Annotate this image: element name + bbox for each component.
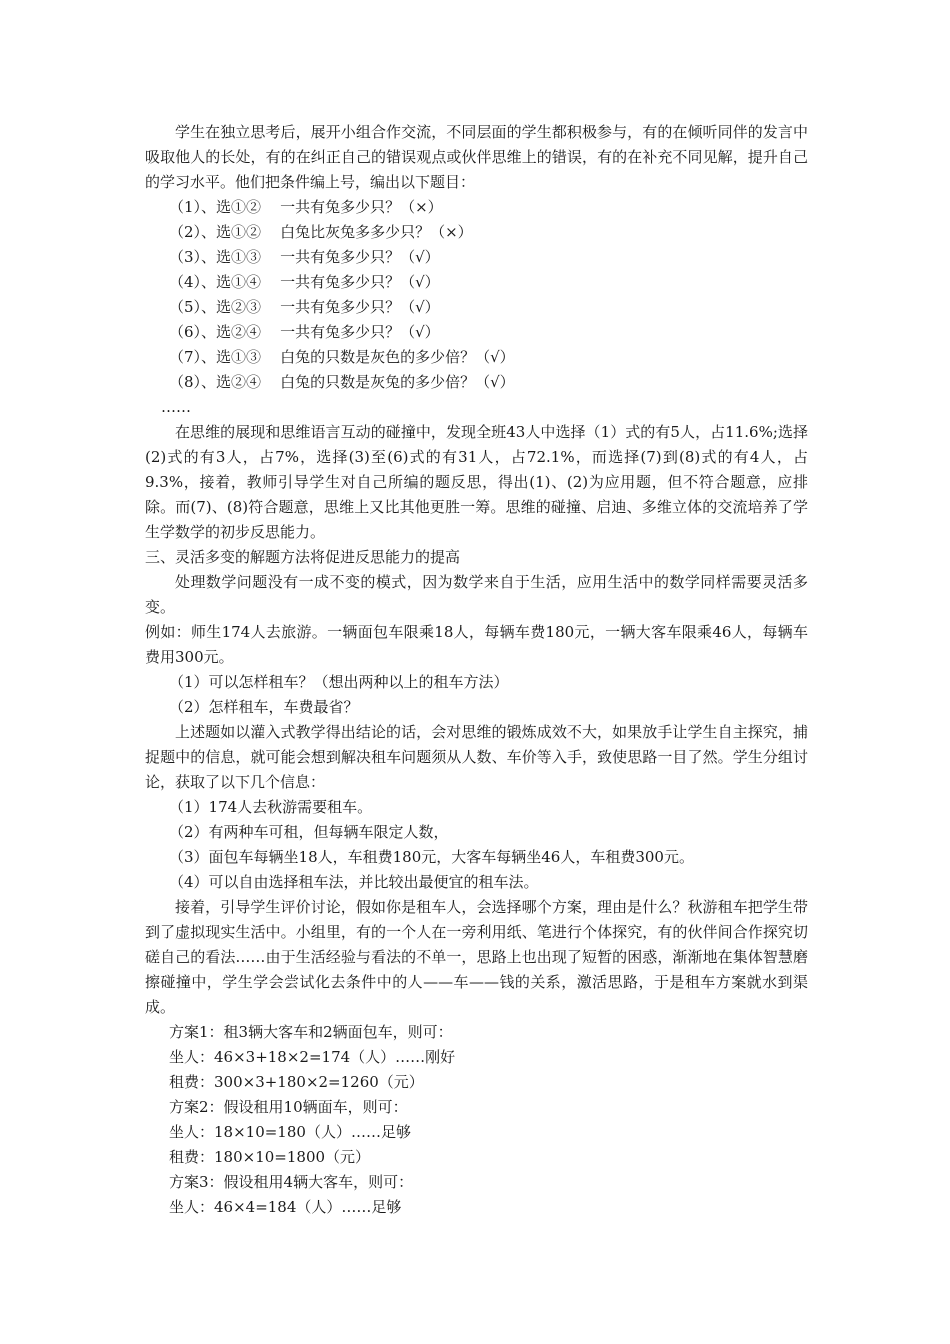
example-question: （2）怎样租车，车费最省？ — [169, 698, 359, 716]
plan-line: 租费：300×3+180×2=1260（元） — [169, 1073, 424, 1091]
analysis-paragraph: 在思维的展现和思维语言互动的碰撞中，发现全班43人中选择（1）式的有5人，占11.6%;选择(2)式的有3人，占7%，选择(3)至(6)式的有31人，占72.1%，而选择(7)到(8)式的有4人，占9.3%，接着，教师引导学生对自己所编的题反思，得出(1)、(2)为应用题，但不符合题意，应排除。而(7)、(8)符合题意，思维上又比其他更胜一筹。思维的碰撞、启迪、多维立体的交流培养了学生学数学的初步反思能力。 — [145, 423, 808, 541]
plan-line: 方案3：假设租用4辆大客车，则可： — [169, 1173, 414, 1191]
question-item: （3）、选①③ 一共有兔多少只？（√） — [169, 248, 440, 266]
section-intro-paragraph: 处理数学问题没有一成不变的模式，因为数学来自于生活，应用生活中的数学同样需要灵活多变。 — [145, 573, 808, 616]
ellipsis: …… — [161, 398, 191, 416]
section-heading: 三、灵活多变的解题方法将促进反思能力的提高 — [145, 548, 461, 566]
info-item: （4）可以自由选择租车法，并比较出最便宜的租车法。 — [169, 873, 539, 891]
question-item: （5）、选②③ 一共有兔多少只？（√） — [169, 298, 440, 316]
question-item: （2）、选①② 白兔比灰兔多多少只？（×） — [169, 223, 473, 241]
info-item: （1）174人去秋游需要租车。 — [169, 798, 373, 816]
discussion-paragraph: 上述题如以灌入式教学得出结论的话，会对思维的锻炼成效不大，如果放手让学生自主探究，捕捉题中的信息，就可能会想到解决租车问题须从人数、车价等入手，致使思路一目了然。学生分组讨论，获取了以下几个信息： — [145, 723, 808, 791]
plan-line: 方案1：租3辆大客车和2辆面包车，则可： — [169, 1023, 453, 1041]
example-question: （1）可以怎样租车？（想出两种以上的租车方法） — [169, 673, 509, 691]
plan-line: 坐人：46×4=184（人）……足够 — [169, 1198, 402, 1216]
question-item: （6）、选②④ 一共有兔多少只？（√） — [169, 323, 440, 341]
question-list — [145, 195, 808, 395]
info-item: （3）面包车每辆坐18人，车租费180元，大客车每辆坐46人，车租费300元。 — [169, 848, 694, 866]
info-item: （2）有两种车可租，但每辆车限定人数， — [169, 823, 449, 841]
question-item: （1）、选①② 一共有兔多少只？（×） — [169, 198, 443, 216]
document-page — [145, 120, 808, 1220]
plan-line: 方案2：假设租用10辆面车，则可： — [169, 1098, 408, 1116]
question-item: （8）、选②④ 白兔的只数是灰兔的多少倍？（√） — [169, 373, 515, 391]
plan-line: 租费：180×10=1800（元） — [169, 1148, 371, 1166]
plan-line: 坐人：18×10=180（人）……足够 — [169, 1123, 411, 1141]
plan-line: 坐人：46×3+18×2=174（人）……刚好 — [169, 1048, 456, 1066]
evaluation-paragraph: 接着，引导学生评价讨论，假如你是租车人，会选择哪个方案，理由是什么？秋游租车把学生带到了虚拟现实生活中。小组里，有的一个人在一旁利用纸、笔进行个体探究，有的伙伴间合作探究切磋自己的看法……由于生活经验与看法的不单一，思路上也出现了短暂的困惑，渐渐地在集体智慧磨擦碰撞中，学生学会尝试化去条件中的人——车——钱的关系，激活思路，于是租车方案就水到渠成。 — [145, 898, 808, 1016]
intro-paragraph: 学生在独立思考后，展开小组合作交流，不同层面的学生都积极参与，有的在倾听同伴的发言中吸取他人的长处，有的在纠正自己的错误观点或伙伴思维上的错误，有的在补充不同见解，提升自己的学习水平。他们把条件编上号，编出以下题目： — [145, 123, 808, 191]
question-item: （4）、选①④ 一共有兔多少只？（√） — [169, 273, 440, 291]
question-item: （7）、选①③ 白兔的只数是灰色的多少倍？（√） — [169, 348, 515, 366]
example-paragraph: 例如：师生174人去旅游。一辆面包车限乘18人，每辆车费180元，一辆大客车限乘46人，每辆车费用300元。 — [145, 623, 808, 666]
